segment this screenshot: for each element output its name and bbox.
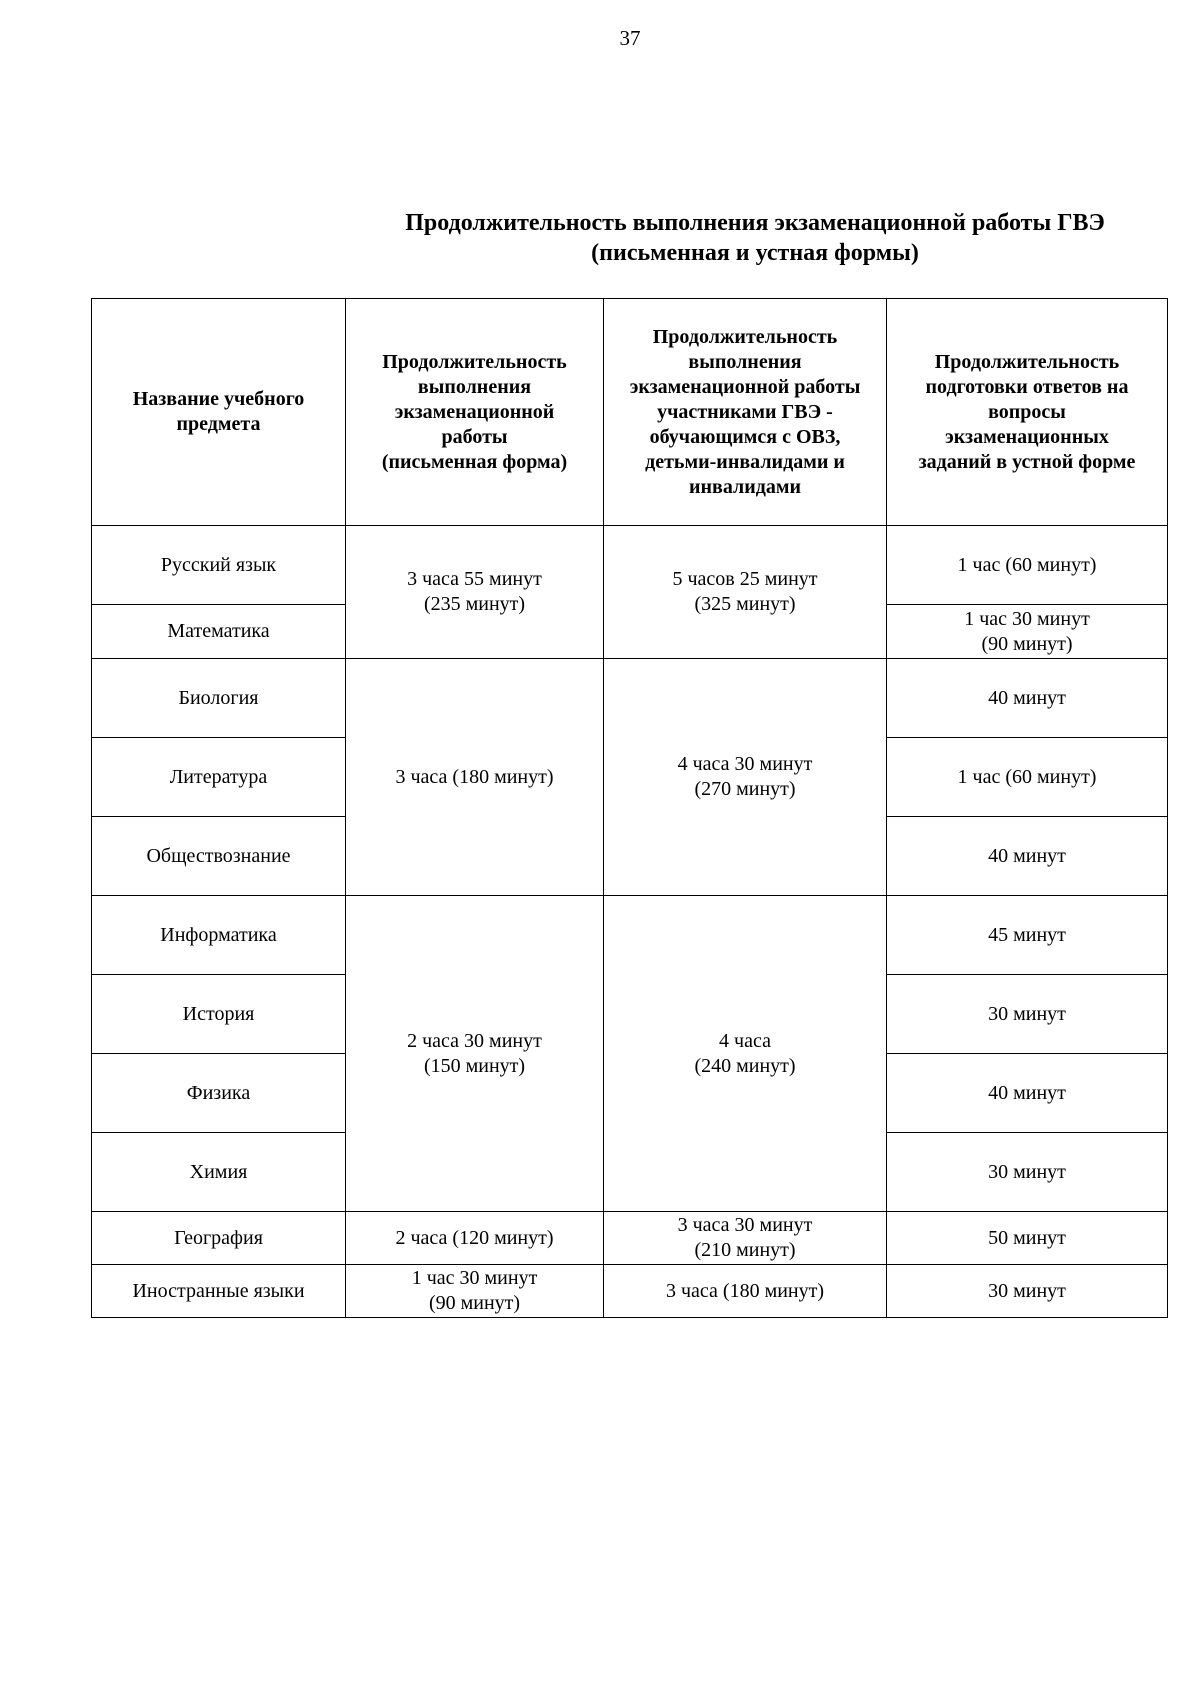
- subject-cell: Информатика: [92, 896, 346, 975]
- header-subject: Название учебного предмета: [92, 299, 346, 526]
- header-ovz-duration: Продолжительность выполнения экзаменационной работы участниками ГВЭ - обучающимся с ОВЗ, детьми-инвалидами и инвалидами: [604, 299, 887, 526]
- oral-duration-cell: 50 минут: [887, 1212, 1168, 1265]
- written-duration-cell: 3 часа (180 минут): [346, 659, 604, 896]
- page-number: 37: [619, 26, 641, 50]
- written-duration-cell: 3 часа 55 минут (235 минут): [346, 526, 604, 659]
- written-duration-cell: 2 часа (120 минут): [346, 1212, 604, 1265]
- subject-cell: Иностранные языки: [92, 1265, 346, 1318]
- table-row: [92, 896, 1168, 975]
- oral-duration-cell: 40 минут: [887, 1054, 1168, 1133]
- subject-cell: Химия: [92, 1133, 346, 1212]
- oral-duration-cell: 1 час (60 минут): [887, 738, 1168, 817]
- ovz-duration-cell: 3 часа 30 минут (210 минут): [604, 1212, 887, 1265]
- document-title: [180, 208, 1200, 268]
- subject-cell: Обществознание: [92, 817, 346, 896]
- exam-duration-table: [91, 298, 1168, 1318]
- header-oral-preparation: Продолжительность подготовки ответов на вопросы экзаменационных заданий в устной форме: [887, 299, 1168, 526]
- oral-duration-cell: 30 минут: [887, 1133, 1168, 1212]
- table-row: [92, 526, 1168, 605]
- subject-cell: Математика: [92, 605, 346, 659]
- table-row: [92, 1212, 1168, 1265]
- written-duration-cell: 2 часа 30 минут (150 минут): [346, 896, 604, 1212]
- oral-duration-cell: 40 минут: [887, 817, 1168, 896]
- subject-cell: География: [92, 1212, 346, 1265]
- table-header-row: [92, 299, 1168, 526]
- ovz-duration-cell: 4 часа (240 минут): [604, 896, 887, 1212]
- oral-duration-cell: 1 час 30 минут (90 минут): [887, 605, 1168, 659]
- oral-duration-cell: 1 час (60 минут): [887, 526, 1168, 605]
- written-duration-cell: 1 час 30 минут (90 минут): [346, 1265, 604, 1318]
- title-line-2: (письменная и устная формы): [591, 240, 919, 266]
- oral-duration-cell: 45 минут: [887, 896, 1168, 975]
- subject-cell: Биология: [92, 659, 346, 738]
- subject-cell: Литература: [92, 738, 346, 817]
- table-row: [92, 1265, 1168, 1318]
- title-line-1: Продолжительность выполнения экзаменационной работы ГВЭ: [405, 210, 1105, 236]
- table-row: [92, 659, 1168, 738]
- ovz-duration-cell: 4 часа 30 минут (270 минут): [604, 659, 887, 896]
- ovz-duration-cell: 5 часов 25 минут (325 минут): [604, 526, 887, 659]
- oral-duration-cell: 40 минут: [887, 659, 1168, 738]
- subject-cell: Русский язык: [92, 526, 346, 605]
- ovz-duration-cell: 3 часа (180 минут): [604, 1265, 887, 1318]
- subject-cell: История: [92, 975, 346, 1054]
- oral-duration-cell: 30 минут: [887, 1265, 1168, 1318]
- header-written-duration: Продолжительность выполнения экзаменационной работы (письменная форма): [346, 299, 604, 526]
- oral-duration-cell: 30 минут: [887, 975, 1168, 1054]
- subject-cell: Физика: [92, 1054, 346, 1133]
